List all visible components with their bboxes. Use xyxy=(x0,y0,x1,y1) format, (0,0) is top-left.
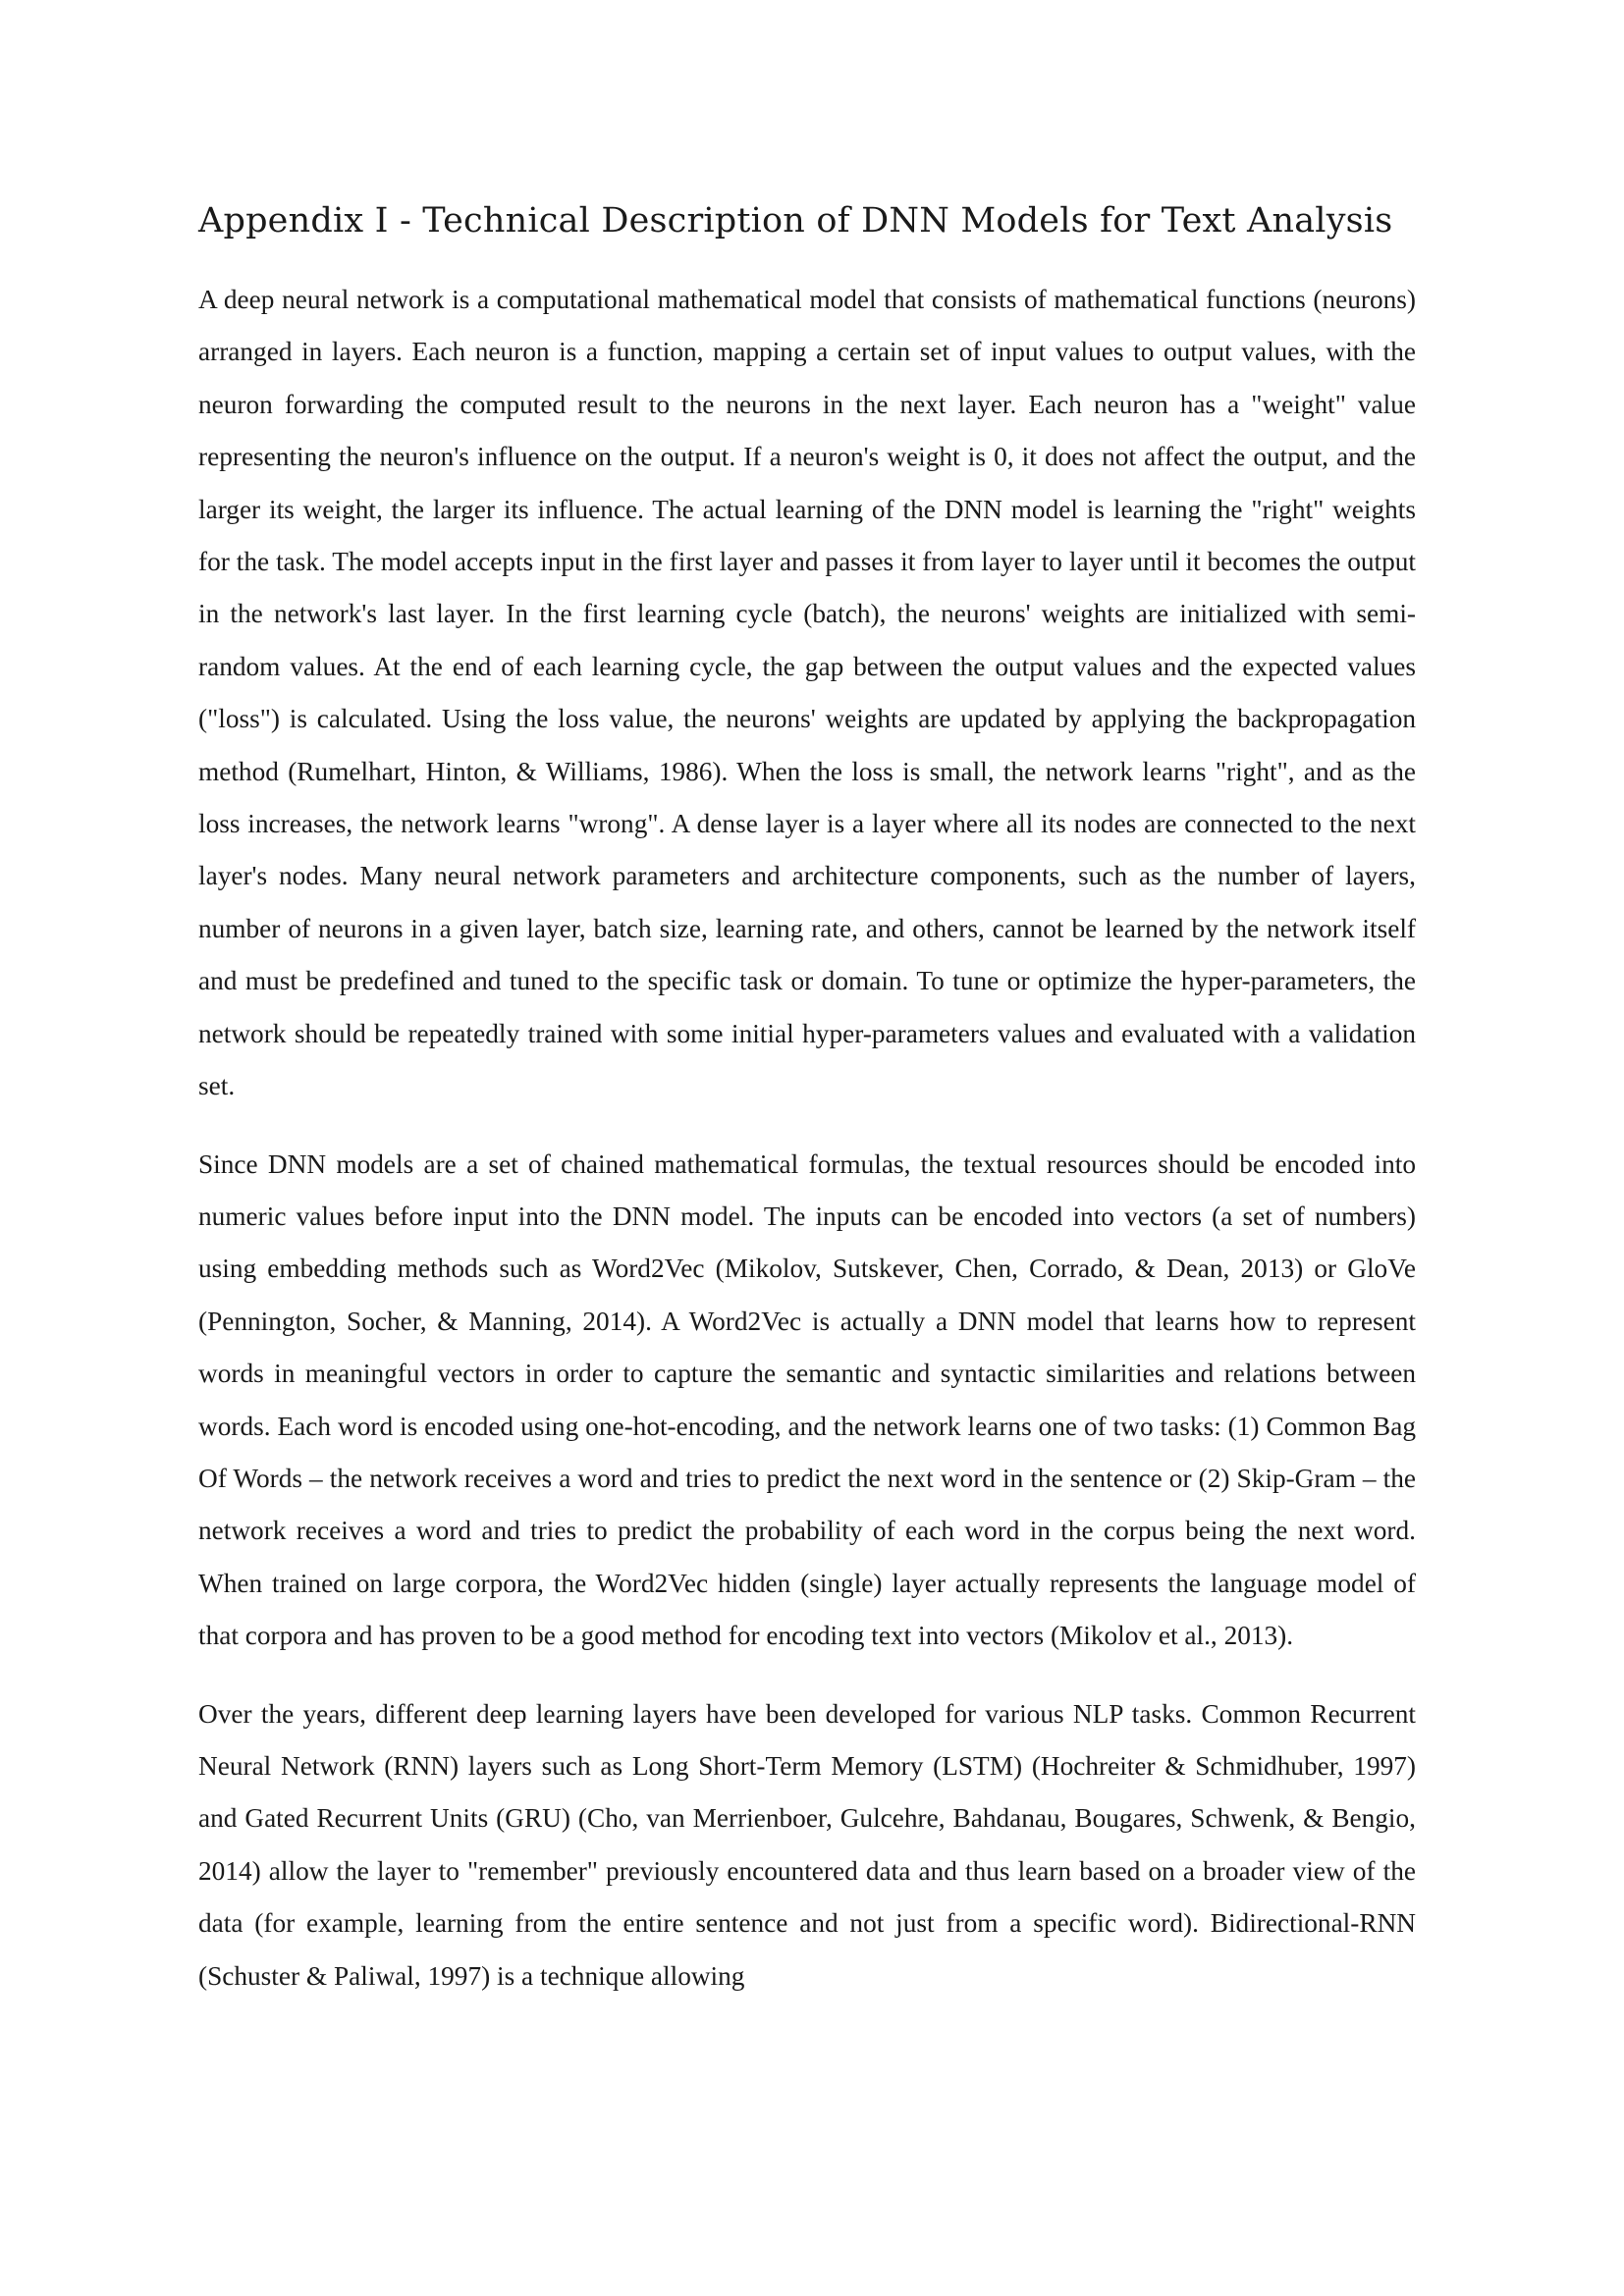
paragraph-dnn-overview: A deep neural network is a computational mathematical model that consists of mathematical functions (neurons) arranged in layers. Each neuron is a function, mapping a certain set of input values to output values, with the neuron forwarding the computed result to the neurons in the next layer. Each neuron has a "weight" value representing the neuron's influence on the output. If a neuron's weight is 0, it does not affect the output, and the larger its weight, the larger its influence. The actual learning of the DNN model is learning the "right" weights for the task. The model accepts input in the first layer and passes it from layer to layer until it becomes the output in the network's last layer. In the first learning cycle (batch), the neurons' weights are initialized with semi-random values. At the end of each learning cycle, the gap between the output values and the expected values ("loss") is calculated. Using the loss value, the neurons' weights are updated by applying the backpropagation method (Rumelhart, Hinton, & Williams, 1986). When the loss is small, the network learns "right", and as the loss increases, the network learns "wrong". A dense layer is a layer where all its nodes are connected to the next layer's nodes. Many neural network parameters and architecture components, such as the number of layers, number of neurons in a given layer, batch size, learning rate, and others, cannot be learned by the network itself and must be predefined and tuned to the specific task or domain. To tune or optimize the hyper-parameters, the network should be repeatedly trained with some initial hyper-parameters values and evaluated with a validation set. xyxy=(198,285,1416,1101)
paragraph-word-embeddings: Since DNN models are a set of chained mathematical formulas, the textual resources should be encoded into numeric values before input into the DNN model. The inputs can be encoded into vectors (a set of numbers) using embedding methods such as Word2Vec (Mikolov, Sutskever, Chen, Corrado, & Dean, 2013) or GloVe (Pennington, Socher, & Manning, 2014). A Word2Vec is actually a DNN model that learns how to represent words in meaningful vectors in order to capture the semantic and syntactic similarities and relations between words. Each word is encoded using one-hot-encoding, and the network learns one of two tasks: (1) Common Bag Of Words – the network receives a word and tries to predict the next word in the sentence or (2) Skip-Gram – the network receives a word and tries to predict the probability of each word in the corpus being the next word. When trained on large corpora, the Word2Vec hidden (single) layer actually represents the language model of that corpora and has proven to be a good method for encoding text into vectors (Mikolov et al., 2013). xyxy=(198,1148,1416,1651)
appendix-heading: Appendix I - Technical Description of DNN Models for Text Analysis xyxy=(198,201,1393,240)
page-content xyxy=(198,191,1416,2028)
paragraph-rnn-layers: Over the years, different deep learning layers have been developed for various NLP tasks. Common Recurrent Neural Network (RNN) layers such as Long Short-Term Memory (LSTM) (Hochreiter & Schmidhuber, 1997) and Gated Recurrent Units (GRU) (Cho, van Merrienboer, Gulcehre, Bahdanau, Bougares, Schwenk, & Bengio, 2014) allow the layer to "remember" previously encountered data and thus learn based on a broader view of the data (for example, learning from the entire sentence and not just from a specific word). Bidirectional-RNN (Schuster & Paliwal, 1997) is a technique allowing xyxy=(198,1698,1416,1991)
